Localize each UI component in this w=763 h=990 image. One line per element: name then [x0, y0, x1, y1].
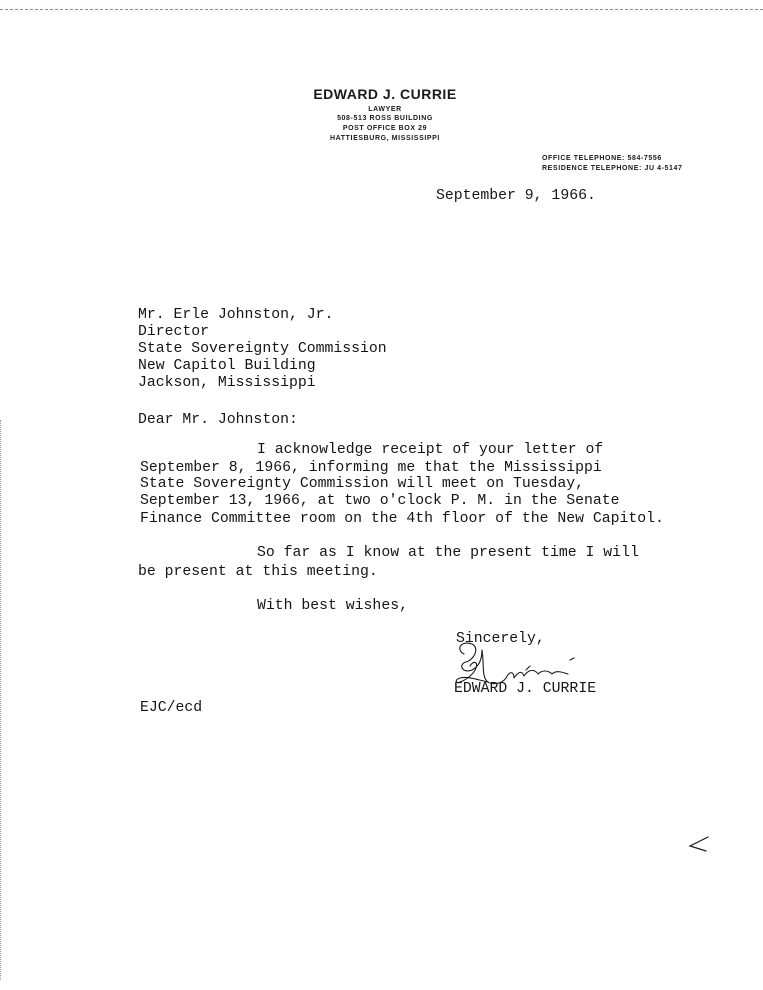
- body-paragraph-3: With best wishes,: [257, 598, 408, 614]
- recipient-line: Mr. Erle Johnston, Jr.: [138, 307, 334, 323]
- check-mark-icon: [686, 834, 712, 854]
- letterhead-title: LAWYER: [368, 106, 402, 113]
- body-line: I acknowledge receipt of your letter of: [257, 442, 604, 458]
- letter-date: September 9, 1966.: [436, 188, 596, 204]
- letterhead-address2: POST OFFICE BOX 29: [342, 125, 428, 132]
- recipient-line: Director: [138, 324, 210, 340]
- body-line: September 8, 1966, informing me that the Mississippi: [140, 460, 602, 476]
- recipient-line: Jackson, Mississippi: [138, 375, 316, 391]
- scan-left-edge: [0, 420, 4, 980]
- office-phone: OFFICE TELEPHONE: 584-7556: [542, 155, 662, 162]
- body-line: September 13, 1966, at two o'clock P. M. in the Senate: [140, 493, 620, 509]
- body-line: So far as I know at the present time I will: [257, 545, 639, 561]
- residence-phone: RESIDENCE TELEPHONE: JU 4-5147: [542, 165, 683, 172]
- recipient-line: State Sovereignty Commission: [138, 341, 387, 357]
- scan-top-edge: [0, 0, 763, 10]
- body-line: State Sovereignty Commission will meet on Tuesday,: [140, 476, 584, 492]
- reference-initials: EJC/ecd: [140, 700, 203, 716]
- body-line: Finance Committee room on the 4th floor of the New Capitol.: [140, 511, 664, 527]
- letterhead-name: EDWARD J. CURRIE: [313, 86, 457, 102]
- closing: Sincerely,: [456, 631, 545, 647]
- signer-name: EDWARD J. CURRIE: [454, 681, 597, 697]
- recipient-line: New Capitol Building: [138, 358, 316, 374]
- salutation: Dear Mr. Johnston:: [138, 412, 298, 428]
- letterhead-address1: 508-513 ROSS BUILDING: [337, 115, 433, 122]
- body-line: be present at this meeting.: [138, 564, 378, 580]
- letterhead-city: HATTIESBURG, MISSISSIPPI: [330, 135, 440, 142]
